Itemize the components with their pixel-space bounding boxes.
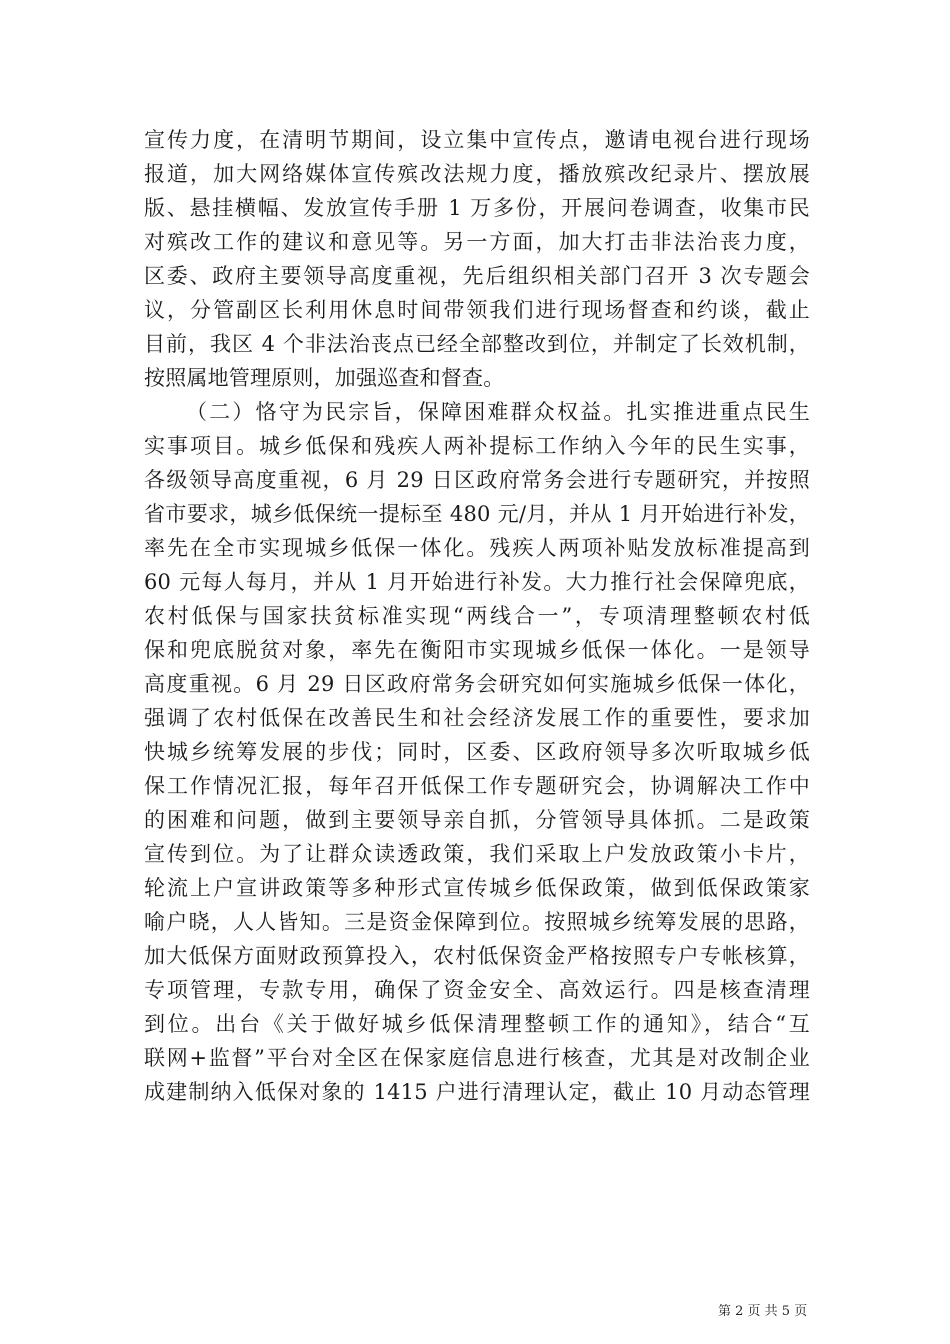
page-number: 第 2 页 共 5 页 [718, 1304, 808, 1319]
text-line: 目前，我区 4 个非法治丧点已经全部整改到位，并制定了长效机制， [144, 332, 810, 356]
text-line: 保和兜底脱贫对象，率先在衡阳市实现城乡低保一体化。一是领导 [144, 638, 810, 662]
text-line: 专项管理，专款专用，确保了资金安全、高效运行。四是核查清理 [144, 978, 810, 1002]
text-line: 高度重视。6 月 29 日区政府常务会研究如何实施城乡低保一体化， [144, 672, 810, 696]
text-line: 加大低保方面财政预算投入，农村低保资金严格按照专户专帐核算， [144, 944, 810, 968]
text-line: 轮流上户宣讲政策等多种形式宣传城乡低保政策，做到低保政策家 [144, 876, 810, 900]
text-line: 区委、政府主要领导高度重视，先后组织相关部门召开 3 次专题会 [144, 264, 810, 288]
text-line: 对殡改工作的建议和意见等。另一方面，加大打击非法治丧力度， [144, 230, 810, 254]
text-line: 省市要求，城乡低保统一提标至 480 元/月，并从 1 月开始进行补发， [144, 502, 810, 526]
text-line: 实事项目。城乡低保和残疾人两补提标工作纳入今年的民生实事， [144, 434, 810, 458]
text-line: 宣传力度，在清明节期间，设立集中宣传点，邀请电视台进行现场 [144, 128, 810, 152]
text-line: 农村低保与国家扶贫标准实现“两线合一”，专项清理整顿农村低 [144, 604, 810, 628]
text-line: 各级领导高度重视，6 月 29 日区政府常务会进行专题研究，并按照 [144, 468, 810, 492]
text-line: 率先在全市实现城乡低保一体化。残疾人两项补贴发放标准提高到 [144, 536, 810, 560]
text-line: 按照属地管理原则，加强巡查和督查。 [144, 366, 505, 390]
text-line: 强调了农村低保在改善民生和社会经济发展工作的重要性，要求加 [144, 706, 810, 730]
text-line: 60 元每人每月，并从 1 月开始进行补发。大力推行社会保障兜底， [144, 570, 810, 594]
text-line: 成建制纳入低保对象的 1415 户进行清理认定，截止 10 月动态管理 [144, 1080, 810, 1104]
text-line: 联网+监督”平台对全区在保家庭信息进行核查，尤其是对改制企业 [144, 1046, 810, 1070]
text-line: 的困难和问题，做到主要领导亲自抓，分管领导具体抓。二是政策 [144, 808, 810, 832]
text-line: 版、悬挂横幅、发放宣传手册 1 万多份，开展问卷调查，收集市民 [144, 196, 810, 220]
text-line: 喻户晓，人人皆知。三是资金保障到位。按照城乡统筹发展的思路， [144, 910, 810, 934]
text-line: 保工作情况汇报，每年召开低保工作专题研究会，协调解决工作中 [144, 774, 810, 798]
text-line: 到位。出台《关于做好城乡低保清理整顿工作的通知》，结合“互 [144, 1012, 810, 1036]
text-line: 宣传到位。为了让群众读透政策，我们采取上户发放政策小卡片， [144, 842, 810, 866]
text-line: 快城乡统筹发展的步伐；同时，区委、区政府领导多次听取城乡低 [144, 740, 810, 764]
section-heading-line: （二）恪守为民宗旨，保障困难群众权益。扎实推进重点民生 [186, 400, 810, 424]
text-line: 议，分管副区长利用休息时间带领我们进行现场督查和约谈，截止 [144, 298, 810, 322]
text-line: 报道，加大网络媒体宣传殡改法规力度，播放殡改纪录片、摆放展 [144, 162, 810, 186]
